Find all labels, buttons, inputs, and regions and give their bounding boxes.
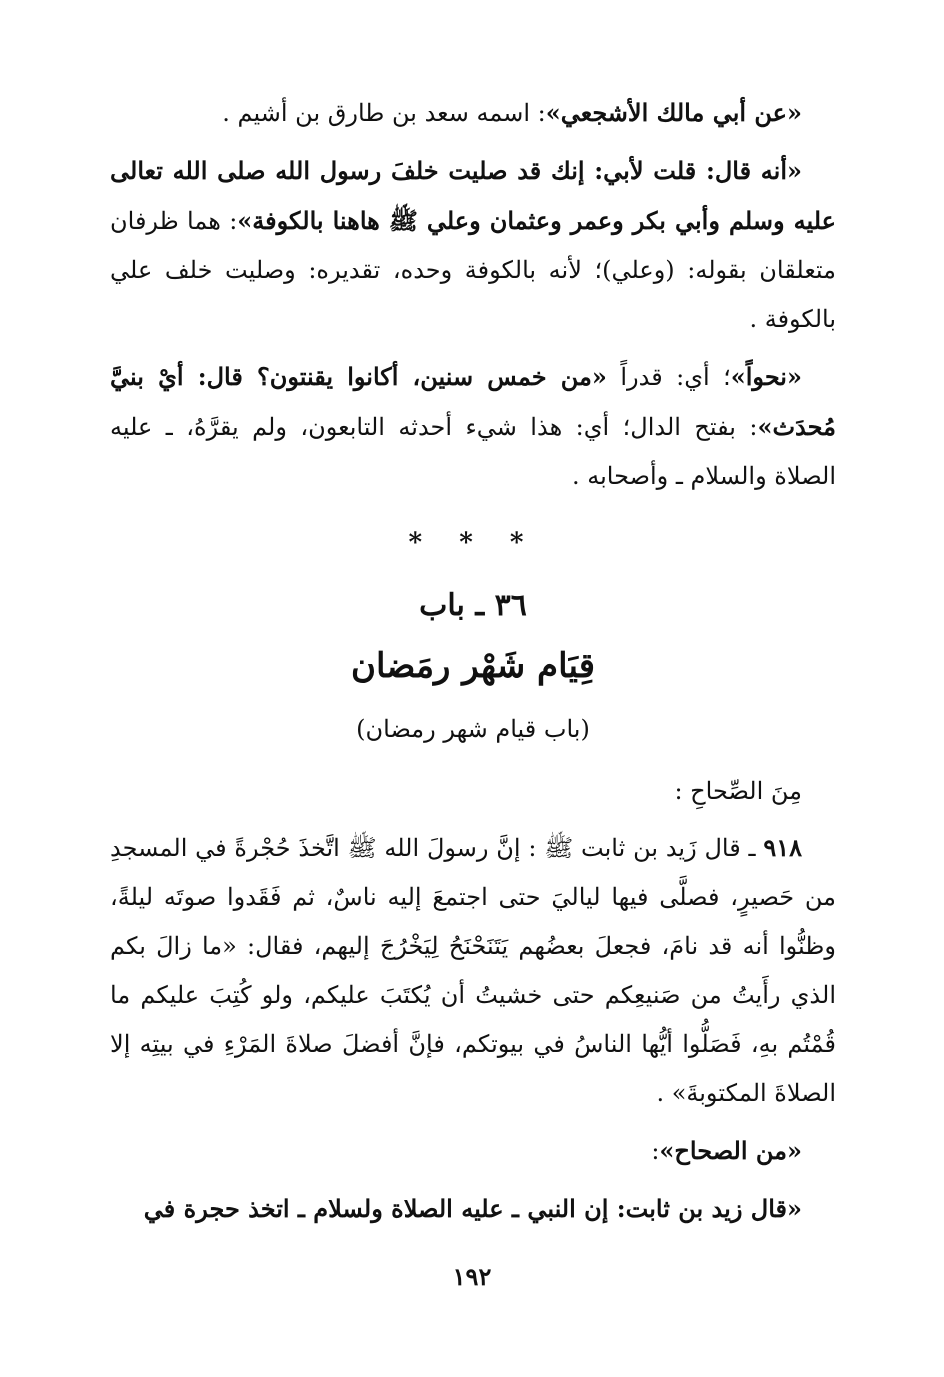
chapter-title: قِيَام شَهْر رمَضان [351,646,595,686]
quoted-phrase: «عن أبي مالك الأشجعي» [545,98,802,127]
quoted-phrase: «قال زيد بن ثابت: إن النبي ـ عليه الصلاة ولسلام ـ اتخذ حجرة في [143,1194,802,1223]
page-number: ١٩٢ [452,1262,492,1291]
chapter-subtitle: (باب قيام شهر رمضان) [356,715,590,743]
chapter-number: ٣٦ ـ باب [419,588,527,623]
section-label: مِنَ الصِّحاحِ : [674,777,802,805]
document-page [110,88,836,1242]
quoted-phrase: «أنه قال: قلت لأبي: إنك قد صليت خلفَ رسول الله صلى الله تعالى عليه وسلم وأبي بكر وعمر وعثمان وعلي ﷺ هاهنا بالكوفة» [110,156,836,235]
quoted-phrase: «من الصحاح» [659,1136,802,1165]
paragraph-narrator-name [110,88,836,138]
paragraph-hadith-explanation [110,146,836,344]
explanation-text: : [651,1137,660,1165]
explanation-text: : بفتح الدال؛ أي: هذا شيء أحدثه التابعون، ولم يقرَّهُ، ـ عليه الصلاة والسلام ـ وأصحابه . [110,413,836,490]
explanation-text: : اسمه سعد بن طارق بن أشيم . [222,99,546,127]
commentary-paragraph [110,1184,836,1234]
hadith-number: ٩١٨ [763,833,802,862]
paragraph-qunut-explanation [110,352,836,501]
hadith-paragraph [110,823,836,1118]
section-separator: * * * [408,528,538,558]
explanation-text: : هما ظرفان متعلقان بقوله: (وعلي)؛ لأنه بالكوفة وحده، تقديره: وصليت خلف علي بالكوفة . [110,207,836,333]
explanation-text: ؛ أي: قدراً [606,363,731,391]
commentary-heading [110,1126,836,1176]
quoted-phrase: «نحواً» [730,362,802,391]
quoted-phrase: «من خمس سنين، أكانوا يقنتون؟ قال: أيْ بنيَّ مُحدَث» [110,362,836,441]
hadith-text: ـ قال زَيد بن ثابت ﷺ : إنَّ رسولَ الله ﷺ اتَّخذَ حُجْرةً في المسجدِ من حَصيرٍ، فصلَّى فيها لياليَ حتى اجتمعَ إليه ناسٌ، ثم فَقَدوا صوتَه ليلةً، وظنُّوا أنه قد نامَ، فجعلَ بعضُهم يَتَنَحْنَحُ لِيَخْرُجَ إليهم، فقال: «ما زالَ بكم الذي رأَيتُ من صَنيعِكم حتى خشيتُ أن يُكتَبَ عليكم، ولو كُتِبَ عليكم ما قُمْتُم بهِ، فَصَلُّوا أيُّها الناسُ في بيوتكم، فإنَّ أفضلَ صلاةَ المَرْءِ في بيتِه إلا الصلاةَ المكتوبةَ» . [110,834,836,1107]
